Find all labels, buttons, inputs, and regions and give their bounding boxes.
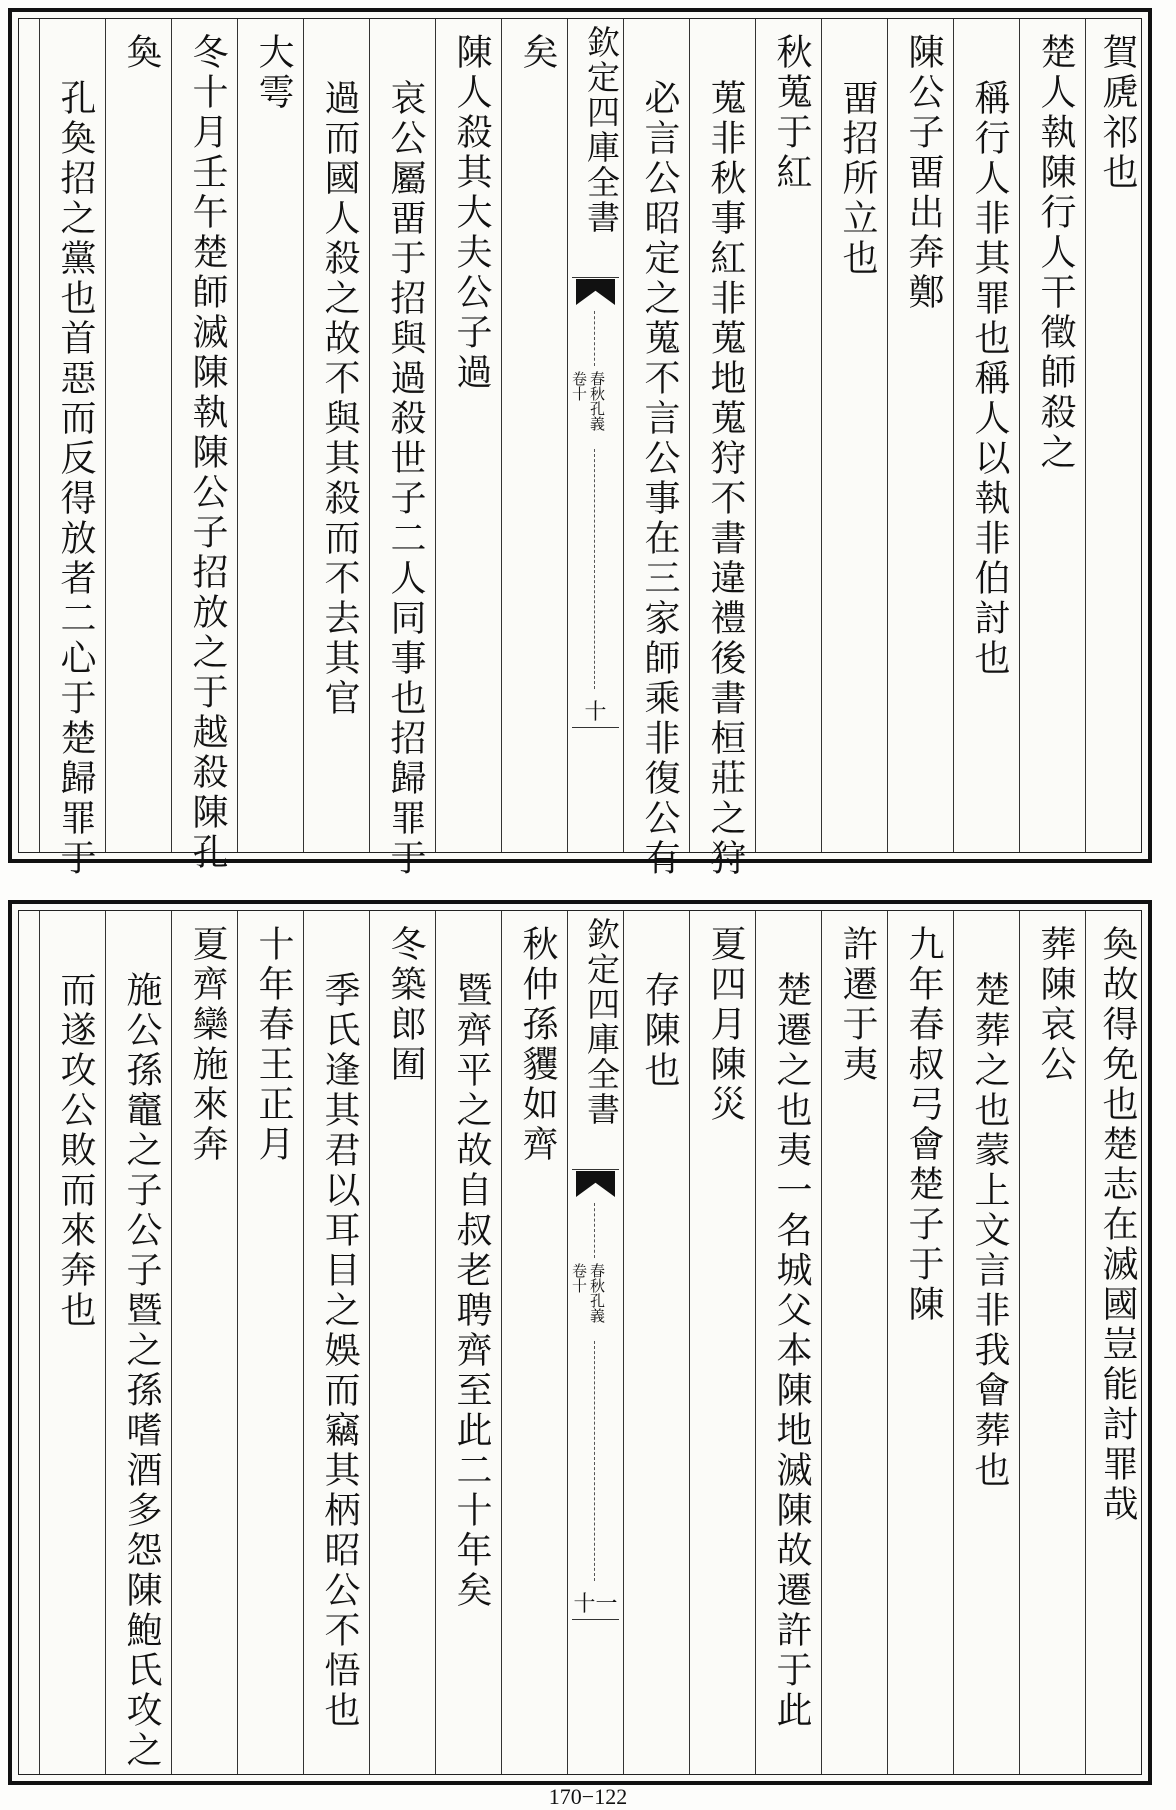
volume-number: 卷十 (570, 1263, 588, 1293)
volume-number: 卷十 (570, 371, 588, 401)
divider (594, 1341, 595, 1581)
text-column (887, 911, 953, 1774)
leaf-number: 十一 (573, 1592, 618, 1617)
text-column (501, 19, 567, 852)
text-column (821, 911, 887, 1774)
text-column (689, 19, 755, 879)
text-column (821, 19, 887, 852)
column-text: 大雩 (253, 33, 294, 113)
text-column (105, 19, 171, 852)
text-column (1085, 19, 1147, 852)
book-title: 春秋孔義 (588, 371, 606, 431)
column-text: 楚遷之也夷一名城父本陳地滅陳故遷許于此 (771, 971, 812, 1731)
column-text: 九年春叔弓會楚子于陳 (903, 925, 944, 1325)
column-text: 楚葬之也蒙上文言非我會葬也 (969, 971, 1010, 1491)
text-column (953, 911, 1019, 1774)
text-column (755, 911, 821, 1774)
column-text: 季氏逢其君以耳目之娛而竊其柄昭公不悟也 (319, 971, 360, 1731)
divider (594, 311, 595, 366)
text-column (501, 911, 567, 1774)
book-title: 春秋孔義 (588, 1263, 606, 1323)
text-column (39, 19, 105, 879)
column-text: 夏四月陳災 (705, 925, 746, 1125)
divider (572, 1619, 619, 1620)
page-top (8, 8, 1152, 879)
text-column (303, 911, 369, 1774)
column-text: 秋蒐于紅 (771, 33, 812, 193)
text-column (887, 19, 953, 852)
leaf-number: 十 (584, 700, 607, 725)
column-text: 而遂攻公敗而來奔也 (55, 971, 96, 1331)
column-text: 冬築郎囿 (385, 925, 426, 1085)
text-column (39, 911, 105, 1774)
divider (594, 449, 595, 689)
divider (572, 1169, 619, 1170)
column-text: 奐 (121, 33, 162, 73)
column-text: 存陳也 (639, 971, 680, 1091)
text-column (369, 19, 435, 879)
text-column (623, 911, 689, 1774)
column-text: 賀虒祁也 (1097, 33, 1138, 193)
fish-tail-mark (576, 1171, 615, 1197)
column-text: 孔奐招之黨也首惡而反得放者二心于楚歸罪于 (55, 79, 96, 879)
column-text: 蒐非秋事紅非蒐地蒐狩不書違禮後書桓莊之狩 (705, 79, 746, 879)
column-text: 畱招所立也 (837, 79, 878, 279)
column-text: 楚人執陳行人干徵師殺之 (1035, 33, 1076, 473)
divider (572, 277, 619, 278)
column-text: 施公孫竈之子公子暨之孫嗜酒多怨陳鮑氏攻之 (121, 971, 162, 1771)
column-text: 許遷于夷 (837, 925, 878, 1085)
center-fold (567, 911, 623, 1774)
text-column (953, 19, 1019, 852)
column-text: 十年春王正月 (253, 925, 294, 1165)
text-column (237, 19, 303, 852)
collection-title: 欽定四庫全書 (582, 917, 621, 1127)
text-column (171, 911, 237, 1774)
divider (572, 727, 619, 728)
fish-tail-mark (576, 279, 615, 305)
text-column (303, 19, 369, 852)
text-column (105, 911, 171, 1774)
text-column (1085, 911, 1147, 1774)
column-text: 葬陳哀公 (1035, 925, 1076, 1085)
text-column (1019, 911, 1085, 1774)
text-column (623, 19, 689, 879)
text-column (171, 19, 237, 873)
page-number: 170−122 (548, 1784, 628, 1809)
column-text: 矣 (517, 33, 558, 73)
column-text: 陳公子畱出奔鄭 (903, 33, 944, 313)
column-text: 必言公昭定之蒐不言公事在三家師乘非復公有 (639, 79, 680, 879)
text-column (1019, 19, 1085, 852)
column-text: 奐故得免也楚志在滅國豈能討罪哉 (1097, 925, 1138, 1525)
column-text: 稱行人非其罪也稱人以執非伯討也 (969, 79, 1010, 679)
column-text: 暨齊平之故自叔老聘齊至此二十年矣 (451, 971, 492, 1611)
page-bottom-frame (18, 910, 1142, 1775)
text-column (435, 19, 501, 852)
text-column (369, 911, 435, 1774)
column-text: 夏齊欒施來奔 (187, 925, 228, 1165)
column-text: 冬十月壬午楚師滅陳執陳公子招放之于越殺陳孔 (187, 33, 228, 873)
page-bottom (8, 900, 1152, 1785)
column-text: 陳人殺其大夫公子過 (451, 33, 492, 393)
text-column (755, 19, 821, 852)
divider (594, 1203, 595, 1258)
center-fold (567, 19, 623, 852)
text-column (689, 911, 755, 1774)
text-column (237, 911, 303, 1774)
column-text: 過而國人殺之故不與其殺而不去其官 (319, 79, 360, 719)
page-top-frame (18, 18, 1142, 879)
column-text: 哀公屬畱于招與過殺世子二人同事也招歸罪于 (385, 79, 426, 879)
text-column (435, 911, 501, 1774)
column-text: 秋仲孫貜如齊 (517, 925, 558, 1165)
collection-title: 欽定四庫全書 (582, 25, 621, 235)
